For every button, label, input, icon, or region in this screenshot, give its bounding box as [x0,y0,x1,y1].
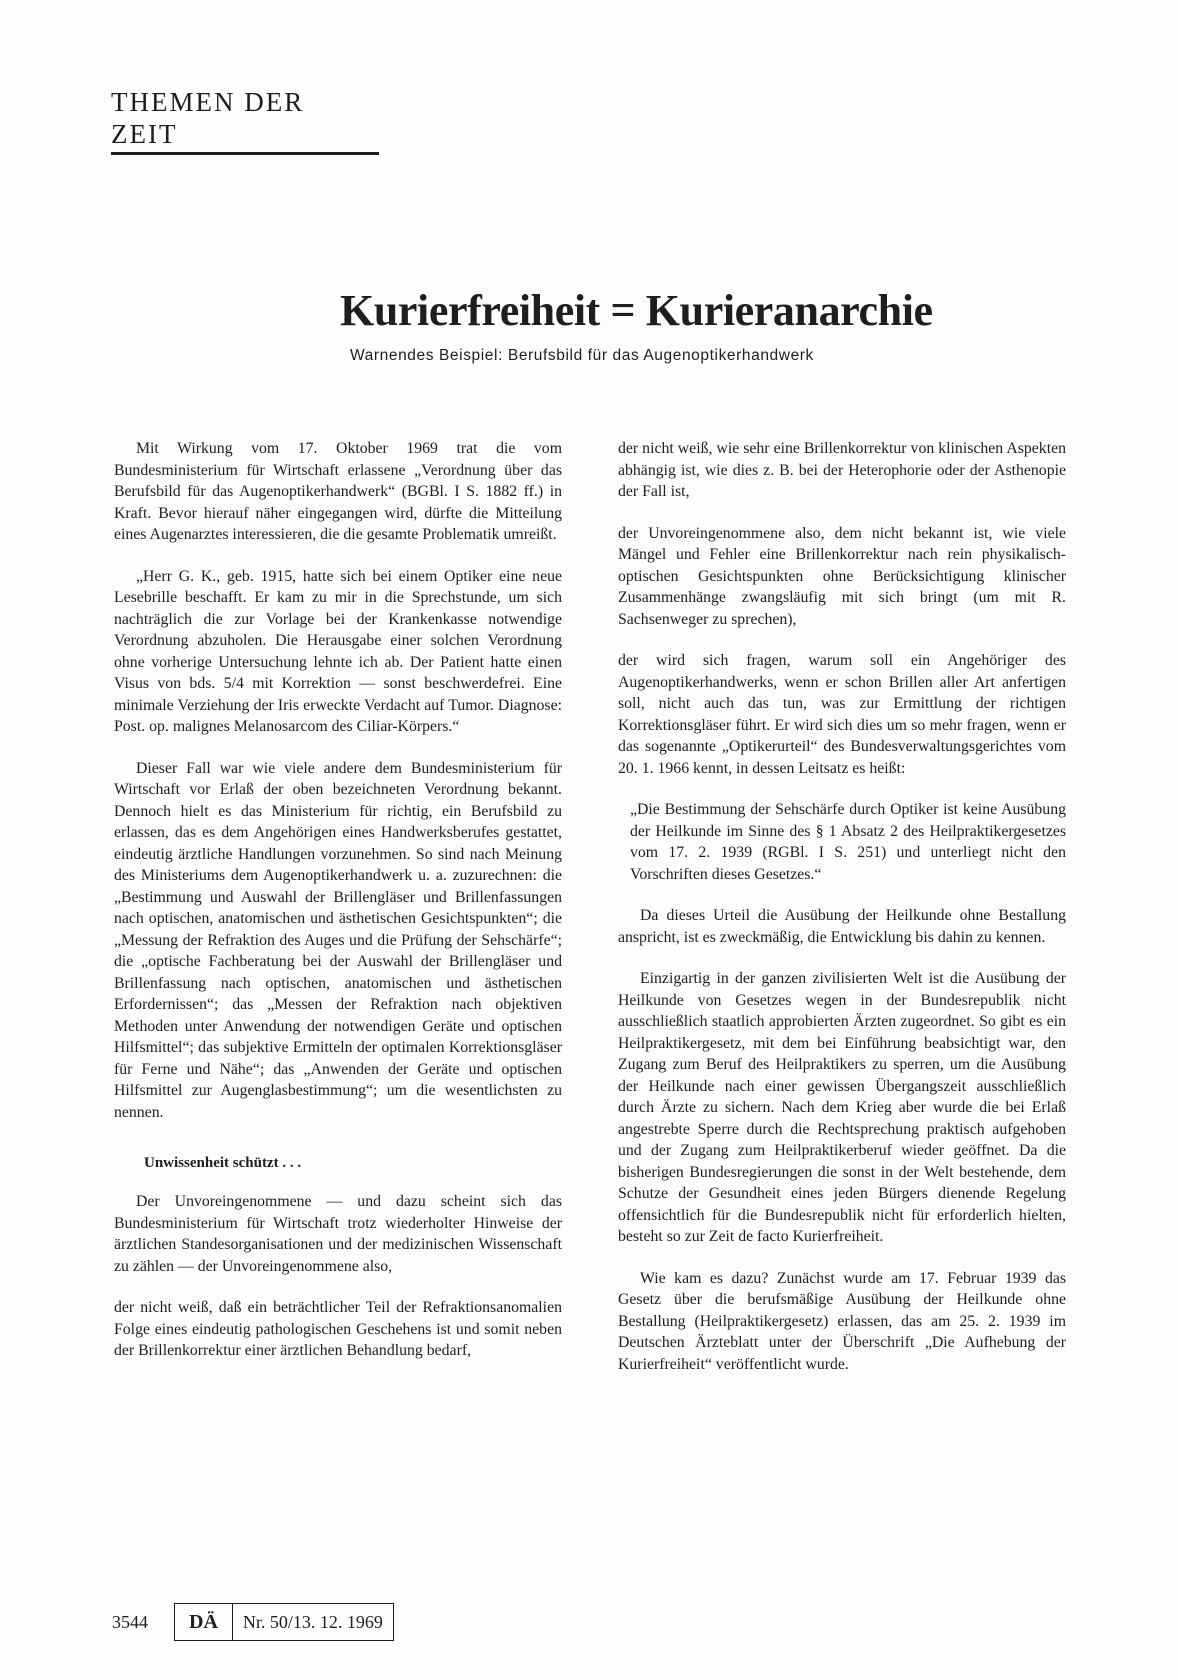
subheading: Unwissenheit schützt . . . [144,1155,302,1171]
quote-paragraph: „Die Bestimmung der Sehschärfe durch Optiker ist keine Ausübung der Heilkunde im Sinne des § 1 Absatz 2 des Heilpraktikergesetzes vom 17. 2. 1939 (RGBl. I S. 251) und unterliegt nicht den Vorschriften dieses Gesetzes.“ [630,801,1066,883]
page-number: 3544 [112,1611,148,1632]
quote-paragraph: „Herr G. K., geb. 1915, hatte sich bei einem Optiker eine neue Lesebrille beschafft. Er kam zu mir in die Sprechstunde, um sich nachträglich die zur Vorlage bei der Krankenkasse notwendige Verordnung abzuholen. Die Herausgabe einer solchen Verordnung ohne vorherige Untersuchung lehnte ich ab. Der Patient hatte einen Visus von bds. 5/4 mit Korrektion — sonst beschwerdefrei. Eine minimale Verziehung der Iris erweckte Verdacht auf Tumor. Diagnose: Post. op. malignes Melanosarcom des Ciliar-Körpers.“ [114,567,562,735]
paragraph: der nicht weiß, wie sehr eine Brillenkorrektur von klinischen Aspekten abhängig ist, wie dies z. B. bei der Heterophorie oder der Asthenopie der Fall ist, [618,440,1066,500]
left-column [114,438,562,1382]
paragraph: Einzigartig in der ganzen zivilisierten Welt ist die Ausübung der Heilkunde von Gesetzes wegen in der Bundesrepublik nicht ausschließlich staatlich approbierten Ärzten zugeordnet. So gibt es ein Heilpraktikergesetz, mit dem bei Einführung beabsichtigt war, den Zugang zum Beruf des Heilpraktikers zu sperren, um die Ausübung der Heilkunde nach einer gewissen Übergangszeit ausschließlich durch Ärzte zu sichern. Nach dem Krieg aber wurde die bei Erlaß angestrebte Sperre durch die Rechtsprechung praktisch aufgehoben und der Zugang zum Heilpraktikerberuf wieder geöffnet. Da die bisherigen Bundesregierungen die sonst in der Welt bestehende, dem Schutze der Gesundheit eines jeden Bürgers dienende Regelung offensichtlich für die Bundesrepublik nicht für erforderlich hielten, besteht so zur Zeit de facto Kurierfreiheit. [618,970,1066,1245]
paragraph: Da dieses Urteil die Ausübung der Heilkunde ohne Bestallung anspricht, ist es zweckmäßig, die Entwicklung bis dahin zu kennen. [618,907,1066,946]
paragraph: Dieser Fall war wie viele andere dem Bundesministerium für Wirtschaft vor Erlaß der oben bezeichneten Verordnung bekannt. Dennoch hielt es das Ministerium für richtig, ein Berufsbild zu erlassen, das es dem Angehörigen eines Handwerksberufes gestattet, eindeutig ärztliche Handlungen vorzunehmen. So sind nach Meinung des Ministeriums dem Augenoptikerhandwerk u. a. zuzurechnen: die „Bestimmung und Auswahl der Brillengläser und Brillenfassungen nach optischen, anatomischen und ästhetischen Gesichtspunkten“; die „Messung der Refraktion des Auges und die Prüfung der Sehschärfe“; die „optische Fachberatung bei der Auswahl der Brillengläser und Brillenfassung nach optischen, anatomischen und ästhetischen Erfordernissen“; das „Messen der Refraktion nach objektiven Methoden unter Anwendung der notwendigen Geräte und optischen Hilfsmittel“; das subjektive Ermitteln der optimalen Korrektionsgläser für Ferne und Nähe“; das „Anwenden der Geräte und optischen Hilfsmittel zur Augenglasbestimmung“; um die wesentlichsten zu nennen. [114,759,562,1121]
issue-info: Nr. 50/13. 12. 1969 [233,1603,394,1641]
paragraph: Wie kam es dazu? Zunächst wurde am 17. Februar 1939 das Gesetz über die berufsmäßige Ausübung der Heilkunde ohne Bestallung (Heilpraktikergesetz) erlassen, das am 25. 2. 1939 im Deutschen Ärzteblatt unter der Überschrift „Die Aufhebung der Kurierfreiheit“ veröffentlicht wurde. [618,1269,1066,1373]
section-label: THEMEN DER ZEIT [111,87,305,149]
paragraph: Der Unvoreingenommene — und dazu scheint sich das Bundesministerium für Wirtschaft trotz wiederholter Hinweise der ärztlichen Standesorganisationen und der medizinischen Wissenschaft zu zählen — der Unvoreingenommene also, [114,1193,562,1275]
article-subtitle: Warnendes Beispiel: Berufsbild für das Augenoptikerhandwerk [350,347,814,364]
paragraph: der wird sich fragen, warum soll ein Angehöriger des Augenoptikerhandwerks, wenn er schon Brillen aller Art anfertigen soll, nicht auch das tun, was zur Ermittlung der richtigen Korrektionsgläser führt. Er wird sich dies um so mehr fragen, wenn er das sogenannte „Optikerurteil“ des Bundesverwaltungsgerichtes vom 20. 1. 1966 kennt, in dessen Leitsatz es heißt: [618,652,1066,777]
paragraph: der Unvoreingenommene also, dem nicht bekannt ist, wie viele Mängel und Fehler eine Brillenkorrektur nach rein physikalisch-optischen Gesichtspunkten ohne Berücksichtigung klinischer Zusammenhänge zwangsläufig mit sich bringt (um mit R. Sachsenweger zu sprechen), [618,524,1066,628]
journal-logo: DÄ [174,1603,233,1641]
section-header [111,86,379,155]
page-footer [112,1603,394,1641]
article-title: Kurierfreiheit = Kurieranarchie [340,286,933,336]
paragraph: Mit Wirkung vom 17. Oktober 1969 trat die vom Bundesministerium für Wirtschaft erlassene „Verordnung über das Berufsbild für das Augenoptikerhandwerk“ (BGBl. I S. 1882 ff.) in Kraft. Bevor hierauf näher eingegangen wird, dürfte die Mitteilung eines Augenarztes interessieren, die die gesamte Problematik umreißt. [114,440,562,543]
right-column [618,438,1066,1395]
paragraph: der nicht weiß, daß ein beträchtlicher Teil der Refraktionsanomalien Folge eines eindeutig pathologischen Geschehens ist und somit neben der Brillenkorrektur einer ärztlichen Behandlung bedarf, [114,1299,562,1359]
